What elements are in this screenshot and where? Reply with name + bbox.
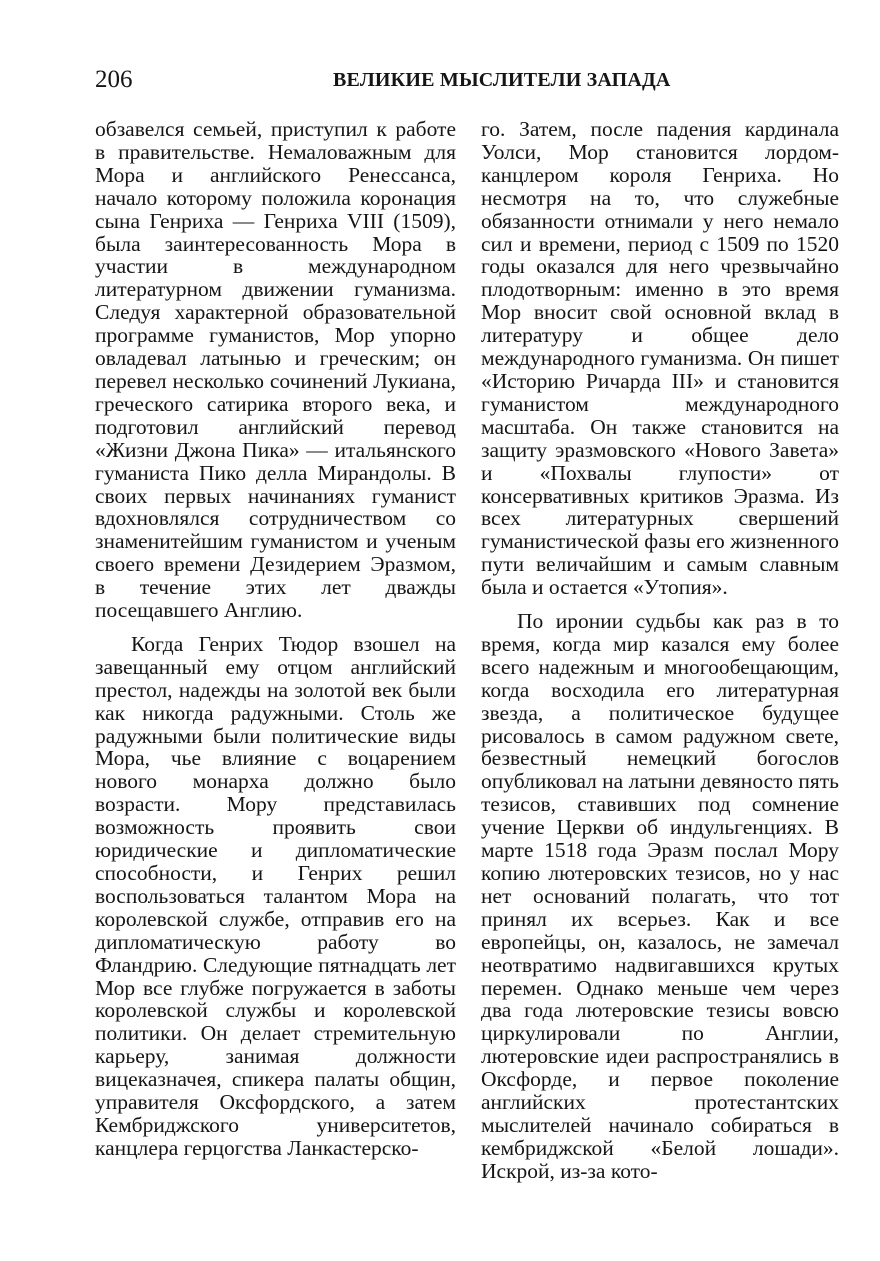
paragraph: го. Затем, после падения кардинала Уолси, Мор становится лордом-канцлером короля Генриха. Но несмотря на то, что служебные обязанности отнимали у него немало сил и времени, период с 1509 по 1520 годы оказался для него чрезвычайно плодотворным: именно в это время Мор вносит свой основной вклад в литературу и общее дело международного гуманизма. Он пишет «Историю Ричарда III» и становится гуманистом международного масштаба. Он также становится на защиту эразмовского «Нового Завета» и «Похвалы глупости» от консервативных критиков Эразма. Из всех литературных свершений гуманистической фазы его жизненного пути величайшим и самым славным была и остается «Утопия». bbox=[481, 117, 839, 600]
running-title: ВЕЛИКИЕ МЫСЛИТЕЛИ ЗАПАДА bbox=[333, 69, 671, 91]
paragraph: обзавелся семьей, приступил к работе в правительстве. Немаловажным для Мора и английского Ренессанса, начало которому положила коронация сына Генриха — Генриха VIII (1509), была заинтересованность Мора в участии в международном литературном движении гуманизма. Следуя характерной образовательной программе гуманистов, Мор упорно овладевал латынью и греческим; он перевел несколько сочинений Лукиана, греческого сатирика второго века, и подготовил английский перевод «Жизни Джона Пика» — итальянского гуманиста Пико делла Мирандолы. В своих первых начинаниях гуманист вдохновлялся сотрудничеством со знаменитейшим гуманистом и ученым своего времени Дезидерием Эразмом, в течение этих лет дважды посещавшего Англию. bbox=[95, 117, 456, 623]
left-column bbox=[95, 118, 456, 1160]
paragraph: Когда Генрих Тюдор взошел на завещанный ему отцом английский престол, надежды на золотой век были как никогда радужными. Столь же радужными были политические виды Мора, чье влияние с воцарением нового монарха должно было возрасти. Мору представилась возможность проявить свои юридические и дипломатические способности, и Генрих решил воспользоваться талантом Мора на королевской службе, отправив его на дипломатическую работу во Фландрию. Следующие пятнадцать лет Мор все глубже погружается в заботы королевской службы и королевской политики. Он делает стремительную карьеру, занимая должности вицеказначея, спикера палаты общин, управителя Оксфордского, а затем Кембриджского университетов, канцлера герцогства Ланкастерско- bbox=[95, 631, 456, 1160]
page-number: 206 bbox=[95, 66, 133, 93]
paragraph: По иронии судьбы как раз в то время, когда мир казался ему более всего надежным и многообещающим, когда восходила его литературная звезда, а политическое будущее рисовалось в самом радужном свете, безвестный немецкий богослов опубликовал на латыни девяносто пять тезисов, ставивших под сомнение учение Церкви об индульгенциях. В марте 1518 года Эразм послал Мору копию лютеровских тезисов, но у нас нет оснований полагать, что тот принял их всерьез. Как и все европейцы, он, казалось, не замечал неотвратимо надвигавшихся крутых перемен. Однако меньше чем через два года лютеровские тезисы вовсю циркулировали по Англии, лютеровские идеи распространялись в Оксфорде, и первое поколение английских протестантских мыслителей начинало собираться в кембриджской «Белой лошади». Искрой, из-за кото- bbox=[481, 609, 839, 1183]
running-header bbox=[95, 62, 838, 98]
right-column bbox=[481, 118, 839, 1183]
